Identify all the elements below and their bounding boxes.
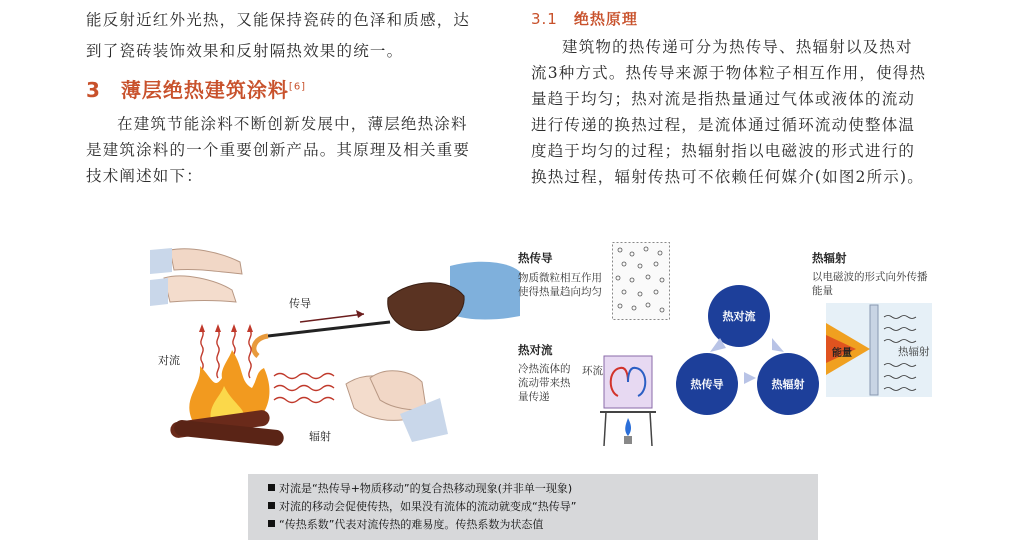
hand-icon	[170, 249, 242, 274]
text-line: 建筑物的热传递可分为热传导、热辐射以及热对	[562, 38, 913, 56]
flame-icon	[625, 418, 631, 436]
section-heading	[86, 74, 306, 103]
arrow-head-icon	[356, 310, 364, 318]
conduction-label: 传导	[289, 297, 311, 310]
loop-label: 环流	[582, 365, 603, 377]
section-title: 薄层绝热建筑涂料	[120, 78, 289, 102]
text-line: 进行传递的换热过程，是流体通过循环流动使整体温	[531, 116, 916, 134]
subsection-number: 3.1	[531, 10, 558, 28]
cycle-node-conduction: 热传导	[676, 353, 738, 415]
note-item	[248, 516, 818, 534]
bullet-icon	[268, 502, 275, 509]
particle-box-icon	[612, 242, 670, 320]
glove-icon	[388, 283, 464, 331]
text-line: 量趋于均匀；热对流是指热量通过气体或液体的流动	[531, 90, 916, 108]
convection-label: 对流	[158, 354, 180, 367]
convection-desc-line: 量传递	[518, 391, 550, 403]
note-text: 对流的移动会促使传热，如果没有流体的流动就变成“热传导”	[279, 500, 577, 513]
arrow-icon	[300, 314, 364, 322]
cycle-node-convection: 热对流	[708, 285, 770, 347]
conduction-desc-line: 使得热量趋向均匀	[518, 286, 602, 298]
radiation-desc-line: 能量	[812, 285, 833, 297]
section-paragraph	[86, 111, 470, 189]
sleeve-icon	[150, 278, 168, 306]
rod-icon	[268, 322, 390, 336]
text-line: 换热过程，辐射传热可不依赖任何媒介(如图2所示)。	[531, 168, 924, 186]
bullet-icon	[268, 520, 275, 527]
cycle-node-radiation: 热辐射	[757, 353, 819, 415]
heat-transfer-illustration	[150, 238, 520, 448]
hand-icon	[164, 276, 236, 302]
subsection-title: 绝热原理	[573, 10, 638, 28]
text-line: 能反射近红外光热，又能保持瓷砖的色泽和质感，达	[86, 11, 471, 29]
bullet-icon	[268, 484, 275, 491]
note-text: “传热系数”代表对流传热的难易度。传热系数为状态值	[279, 518, 544, 531]
radiation-label: 辐射	[309, 430, 331, 443]
note-item	[248, 498, 818, 516]
note-text: 对流是“热传导+物质移动”的复合热移动现象(并非单一现象)	[279, 482, 573, 495]
beaker-icon	[598, 352, 660, 448]
conduction-title: 热传导	[518, 251, 553, 265]
radiation-arrows-icon	[274, 374, 334, 403]
subsection-heading	[531, 8, 638, 29]
text-line: 度趋于均匀的过程；热辐射指以电磁波的形式进行的	[531, 142, 916, 160]
notes-box	[248, 474, 818, 540]
convection-desc-line: 流动带来热	[518, 377, 571, 389]
radiation-out-label: 热辐射	[898, 346, 930, 358]
conduction-desc-line: 物质微粒相互作用	[518, 272, 602, 284]
text-line: 在建筑节能涂料不断创新发展中，薄层绝热涂料	[117, 115, 468, 133]
reference-mark: [6]	[288, 81, 307, 93]
text-line: 是建筑涂料的一个重要创新产品。其原理及相关重要	[86, 141, 471, 159]
cycle-arrows-icon	[700, 330, 800, 390]
text-line: 技术阐述如下：	[86, 167, 203, 185]
convection-desc-line: 冷热流体的	[518, 363, 571, 375]
radiation-desc-line: 以电磁波的形式向外传播	[812, 271, 928, 283]
text-line: 到了瓷砖装饰效果和反射隔热效果的统一。	[86, 42, 404, 60]
radiation-title: 热辐射	[812, 251, 847, 265]
rod-hook-icon	[254, 336, 268, 356]
sleeve-icon	[150, 248, 172, 274]
principle-paragraph	[531, 34, 926, 190]
text-line: 流3种方式。热传导来源于物体粒子相互作用，使得热	[531, 64, 927, 82]
convection-title: 热对流	[518, 343, 553, 357]
left-column	[86, 0, 506, 64]
section-number: 3	[86, 78, 101, 102]
energy-label: 能量	[832, 348, 852, 359]
note-item	[248, 480, 818, 498]
